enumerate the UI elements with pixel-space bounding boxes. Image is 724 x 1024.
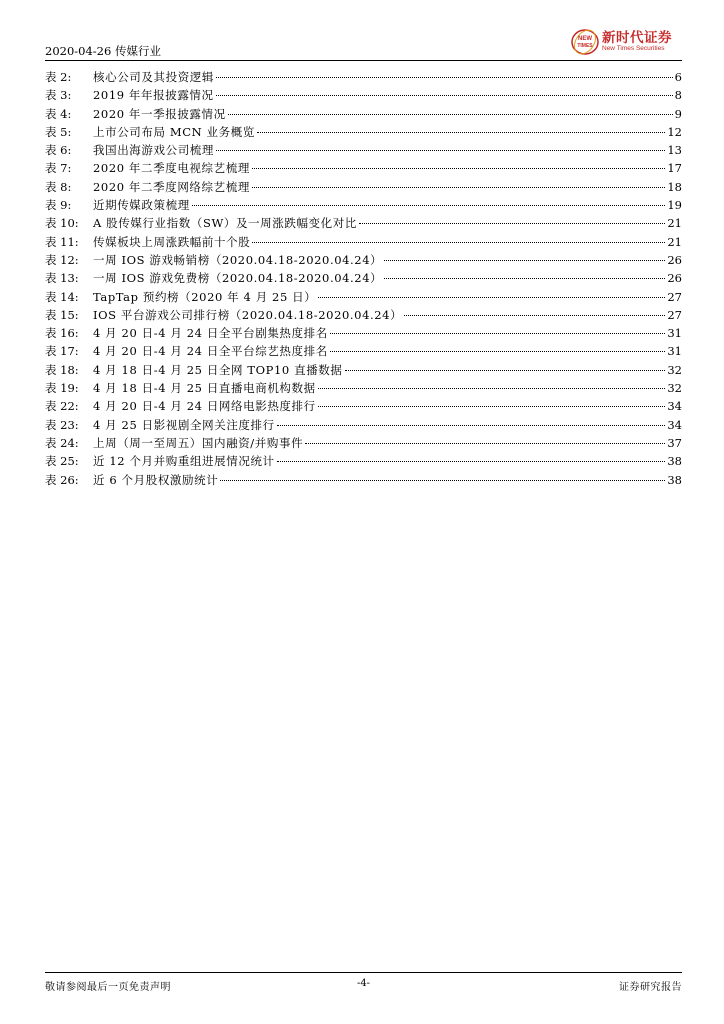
toc-leader-dots [228, 104, 673, 115]
toc-entry-title[interactable]: IOS 平台游戏公司排行榜（2020.04.18-2020.04.24） [93, 307, 403, 322]
toc-entry-page[interactable]: 18 [667, 179, 682, 194]
toc-entry[interactable] [45, 342, 682, 360]
toc-leader-dots [384, 268, 665, 279]
logo-mark-icon [570, 27, 600, 57]
toc-leader-dots [216, 67, 673, 78]
toc-entry-page[interactable]: 31 [667, 344, 682, 359]
toc-entry-page[interactable]: 21 [667, 234, 682, 249]
toc-entry-number: 表 16: [45, 326, 79, 341]
toc-entry[interactable] [45, 105, 682, 123]
page-footer [45, 972, 682, 1002]
page-header [45, 26, 682, 62]
toc-leader-dots [318, 287, 665, 298]
toc-entry-page[interactable]: 17 [667, 161, 682, 176]
toc-entry-number: 表 14: [45, 289, 79, 304]
toc-entry[interactable] [45, 379, 682, 397]
toc-entry[interactable] [45, 361, 682, 379]
toc-entry-title[interactable]: 近 6 个月股权激励统计 [93, 472, 219, 487]
toc-leader-dots [277, 415, 666, 426]
toc-entry-title[interactable]: A 股传媒行业指数（SW）及一周涨跌幅变化对比 [93, 216, 357, 231]
toc-entry-number: 表 2: [45, 70, 72, 84]
toc-entry-number: 表 24: [45, 435, 79, 450]
toc-leader-dots [318, 396, 666, 407]
toc-entry[interactable] [45, 397, 682, 415]
toc-entry-title[interactable]: 近期传媒政策梳理 [93, 198, 190, 213]
toc-entry-number: 表 19: [45, 381, 79, 396]
toc-entry-number: 表 3: [45, 88, 72, 103]
header-date-industry [45, 43, 161, 59]
toc-entry-number: 表 22: [45, 399, 79, 414]
toc-leader-dots [384, 250, 665, 261]
header-divider [45, 60, 682, 61]
toc-entry-number: 表 12: [45, 252, 79, 267]
toc-entry-number: 表 13: [45, 271, 79, 286]
toc-entry-number: 表 5: [45, 124, 72, 139]
toc-leader-dots [330, 323, 666, 334]
toc-entry[interactable] [45, 269, 682, 287]
footer-disclaimer: 敬请参阅最后一页免责声明 [45, 982, 171, 993]
toc-entry-number: 表 17: [45, 344, 79, 359]
table-of-contents [45, 68, 682, 489]
toc-entry-number: 表 9: [45, 198, 72, 213]
toc-entry-title[interactable]: TapTap 预约榜（2020 年 4 月 25 日） [93, 289, 317, 304]
toc-entry-page[interactable]: 32 [667, 381, 682, 396]
toc-entry-page[interactable]: 21 [667, 216, 682, 231]
toc-entry-page[interactable]: 27 [667, 289, 682, 304]
logo-name-cn: 新时代证券 [602, 30, 672, 46]
toc-entry[interactable] [45, 434, 682, 452]
toc-entry-title[interactable]: 4 月 18 日-4 月 25 日直播电商机构数据 [93, 381, 316, 396]
toc-entry-title[interactable]: 核心公司及其投资逻辑 [93, 70, 214, 84]
toc-leader-dots [252, 232, 665, 243]
toc-entry[interactable] [45, 68, 682, 86]
toc-entry-number: 表 18: [45, 362, 79, 377]
toc-entry[interactable] [45, 159, 682, 177]
toc-leader-dots [220, 470, 665, 481]
toc-leader-dots [318, 378, 666, 389]
toc-entry-page[interactable]: 34 [667, 399, 682, 414]
toc-entry[interactable] [45, 416, 682, 434]
toc-entry-page[interactable]: 27 [667, 307, 682, 322]
toc-entry-title[interactable]: 4 月 20 日-4 月 24 日全平台剧集热度排名 [93, 326, 328, 341]
toc-leader-dots [277, 451, 666, 462]
toc-entry-number: 表 10: [45, 216, 79, 231]
toc-leader-dots [257, 122, 665, 133]
toc-entry[interactable] [45, 251, 682, 269]
toc-entry[interactable] [45, 86, 682, 104]
page-number: -4- [356, 978, 371, 989]
toc-entry-page[interactable]: 32 [667, 362, 682, 377]
toc-entry-title[interactable]: 上周（周一至周五）国内融资/并购事件 [93, 435, 304, 450]
toc-entry[interactable] [45, 452, 682, 470]
toc-entry-page[interactable]: 31 [667, 326, 682, 341]
toc-entry-number: 表 15: [45, 307, 79, 322]
toc-leader-dots [305, 433, 665, 444]
toc-entry-page[interactable]: 13 [667, 143, 682, 158]
header-industry: 传媒行业 [114, 44, 161, 58]
toc-entry-number: 表 11: [45, 234, 79, 249]
toc-leader-dots [216, 85, 673, 96]
toc-entry-title[interactable]: 4 月 25 日影视剧全网关注度排行 [93, 417, 275, 432]
toc-entry-page[interactable]: 37 [667, 435, 682, 450]
toc-entry-page[interactable]: 6 [674, 70, 682, 84]
toc-leader-dots [192, 195, 666, 206]
toc-entry-title[interactable]: 4 月 20 日-4 月 24 日网络电影热度排行 [93, 399, 316, 414]
toc-entry-title[interactable]: 2019 年年报披露情况 [93, 88, 214, 103]
toc-entry[interactable] [45, 196, 682, 214]
toc-entry[interactable] [45, 288, 682, 306]
toc-entry-title[interactable]: 2020 年二季度网络综艺梳理 [93, 179, 250, 194]
toc-entry-page[interactable]: 26 [667, 252, 682, 267]
toc-entry-page[interactable]: 9 [674, 106, 682, 121]
toc-entry-number: 表 7: [45, 161, 72, 176]
toc-entry[interactable] [45, 141, 682, 159]
footer-divider [45, 972, 682, 973]
toc-entry-title[interactable]: 传媒板块上周涨跌幅前十个股 [93, 234, 251, 249]
toc-entry-number: 表 8: [45, 179, 72, 194]
toc-entry-title[interactable]: 近 12 个月并购重组进展情况统计 [93, 454, 275, 469]
toc-entry[interactable] [45, 471, 682, 489]
toc-entry-page[interactable]: 8 [674, 88, 682, 103]
toc-entry[interactable] [45, 178, 682, 196]
toc-entry-page[interactable]: 12 [667, 124, 682, 139]
toc-leader-dots [252, 158, 665, 169]
toc-leader-dots [345, 360, 666, 371]
toc-entry-number: 表 4: [45, 106, 72, 121]
toc-entry-title[interactable]: 2020 年二季度电视综艺梳理 [93, 161, 250, 176]
header-date: 2020-04-26 [45, 44, 112, 58]
toc-entry-page[interactable]: 26 [667, 271, 682, 286]
toc-entry[interactable] [45, 306, 682, 324]
toc-entry-number: 表 26: [45, 472, 79, 487]
toc-entry-title[interactable]: 一周 IOS 游戏畅销榜（2020.04.18-2020.04.24） [93, 252, 383, 267]
svg-text:NEW: NEW [578, 36, 592, 42]
toc-leader-dots [404, 305, 665, 316]
toc-entry-title[interactable]: 4 月 18 日-4 月 25 日全网 TOP10 直播数据 [93, 362, 343, 377]
svg-text:TIMES: TIMES [577, 43, 593, 49]
toc-entry-number: 表 25: [45, 454, 79, 469]
logo-name-en: New Times Securities [602, 45, 665, 52]
toc-entry-page[interactable]: 34 [667, 417, 682, 432]
toc-entry-title[interactable]: 上市公司布局 MCN 业务概览 [93, 124, 255, 139]
toc-leader-dots [252, 177, 665, 188]
toc-entry-page[interactable]: 38 [667, 472, 682, 487]
toc-entry-title[interactable]: 我国出海游戏公司梳理 [93, 143, 214, 158]
footer-report-type: 证券研究报告 [619, 982, 682, 993]
toc-leader-dots [359, 213, 665, 224]
toc-entry-page[interactable]: 19 [667, 198, 682, 213]
toc-entry-number: 表 23: [45, 417, 79, 432]
toc-entry[interactable] [45, 214, 682, 232]
toc-entry[interactable] [45, 233, 682, 251]
toc-entry[interactable] [45, 324, 682, 342]
toc-entry-page[interactable]: 38 [667, 454, 682, 469]
toc-entry-number: 表 6: [45, 143, 72, 158]
toc-leader-dots [330, 341, 666, 352]
toc-entry-title[interactable]: 一周 IOS 游戏免费榜（2020.04.18-2020.04.24） [93, 271, 383, 286]
toc-leader-dots [216, 140, 665, 151]
toc-entry-title[interactable]: 2020 年一季报披露情况 [93, 106, 226, 121]
toc-entry-title[interactable]: 4 月 20 日-4 月 24 日全平台综艺热度排名 [93, 344, 328, 359]
company-logo [570, 26, 682, 56]
toc-entry[interactable] [45, 123, 682, 141]
